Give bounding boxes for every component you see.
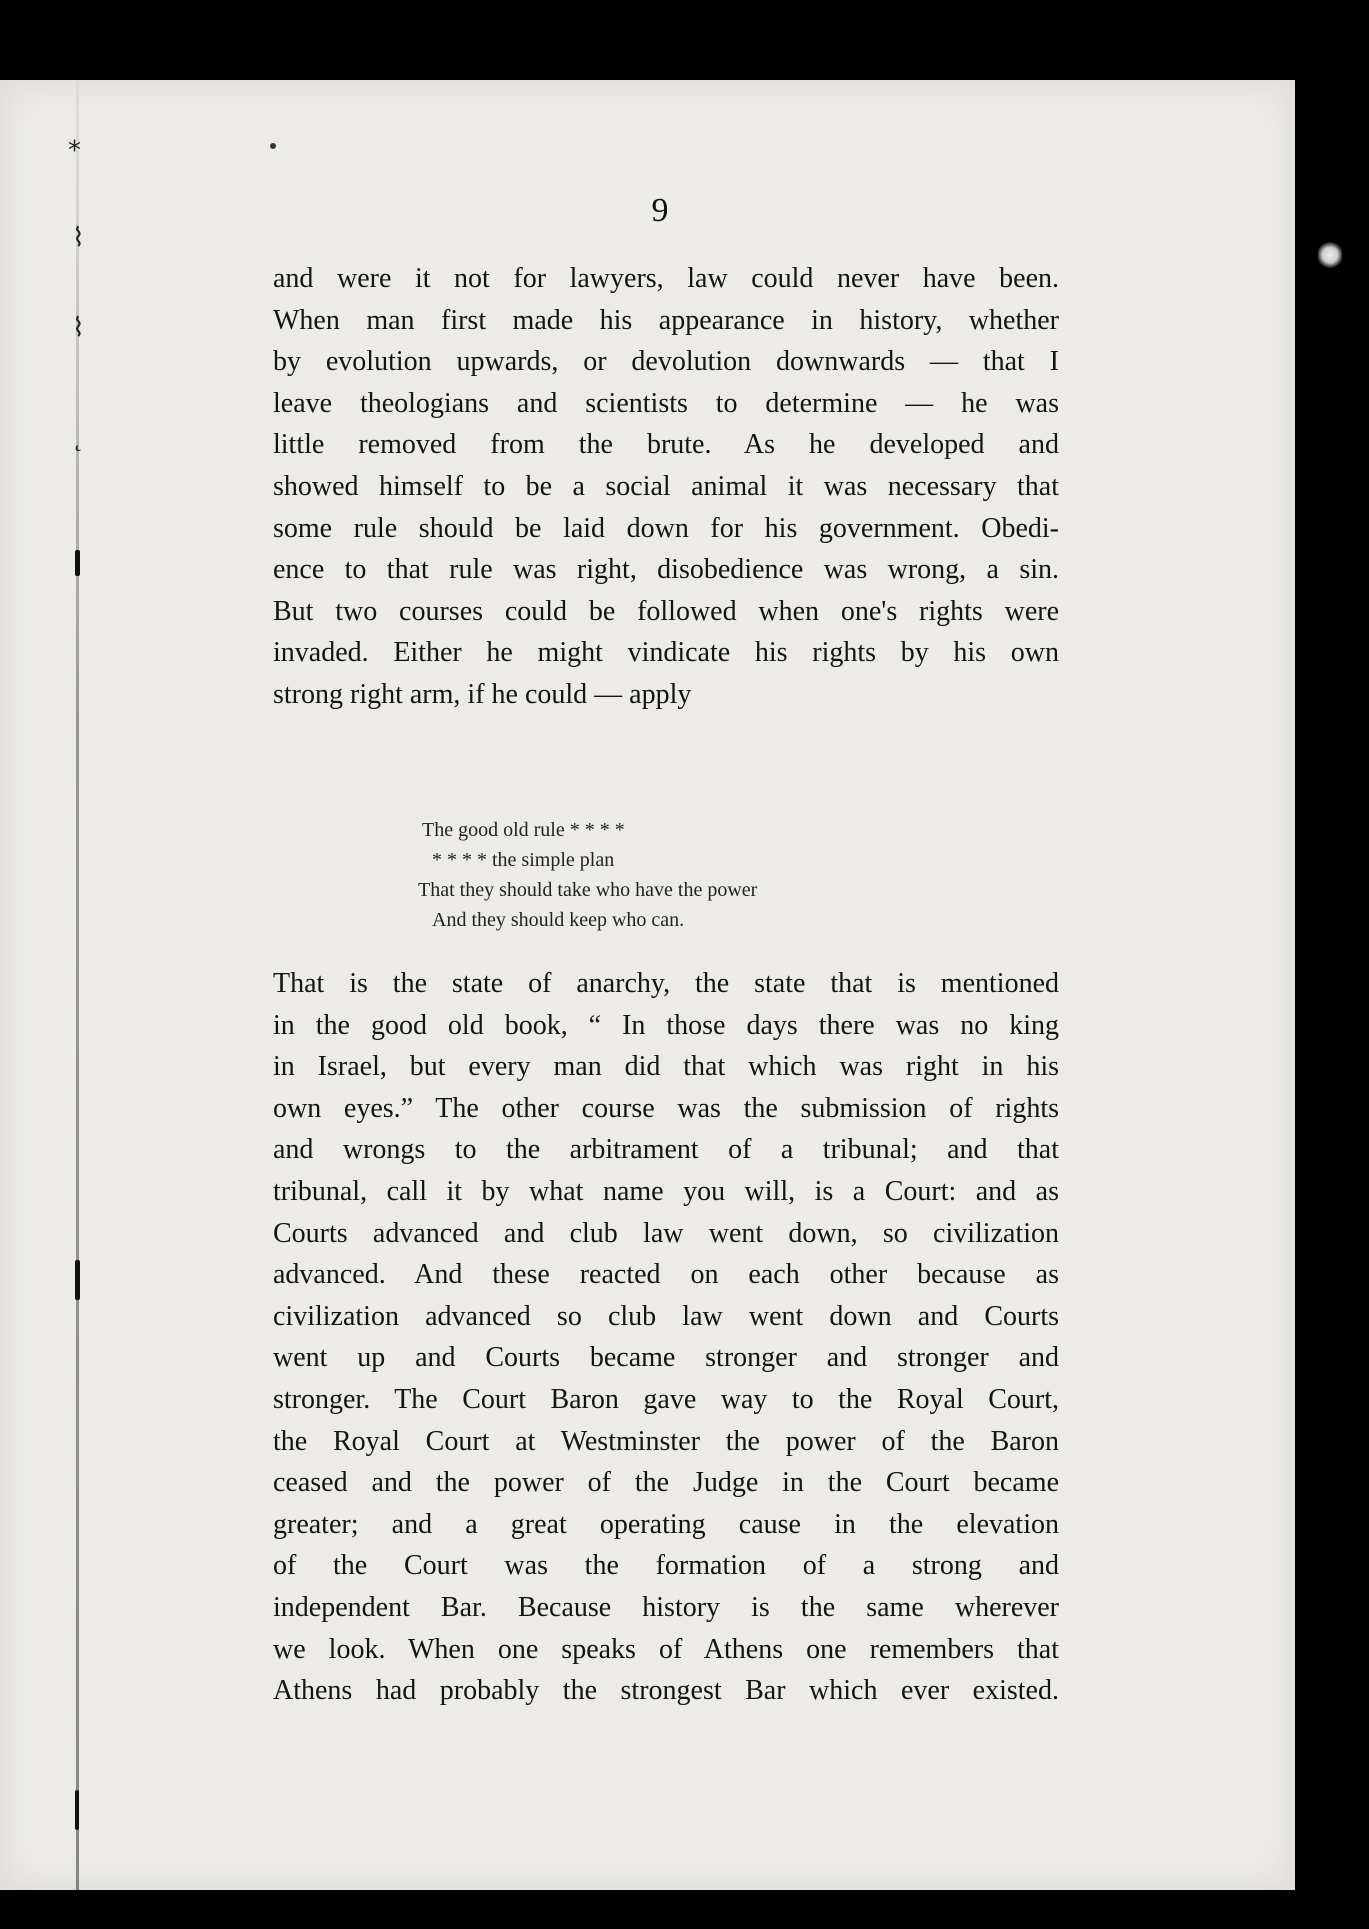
text-line: ence to that rule was right, disobedience was wrong, a sin. [273, 554, 1059, 586]
text-line: the Royal Court at Westminster the power of the Baron [273, 1425, 1059, 1457]
text-line: invaded. Either he might vindicate his rights by his own [273, 637, 1059, 669]
gutter-stroke-icon [75, 1260, 80, 1300]
quoted-verse [418, 815, 757, 935]
binding-gutter [76, 80, 79, 1890]
text-line: Courts advanced and club law went down, so civilization [273, 1217, 1059, 1249]
gutter-speck-icon: ⁎ [68, 128, 81, 157]
scan-top-border [0, 0, 1369, 80]
text-line: little removed from the brute. As he developed and [273, 429, 1059, 461]
text-line: we look. When one speaks of Athens one remembers that [273, 1633, 1059, 1665]
text-line: and wrongs to the arbitrament of a tribunal; and that [273, 1134, 1059, 1166]
text-line: tribunal, call it by what name you will, is a Court: and as [273, 1175, 1059, 1207]
text-line: and were it not for lawyers, law could never have been. [273, 263, 1059, 294]
text-line: strong right arm, if he could — apply [273, 678, 692, 710]
text-line: in the good old book, “ In those days there was no king [273, 1009, 1059, 1041]
text-line: some rule should be laid down for his government. Obedi- [273, 512, 1059, 544]
text-line: went up and Courts became stronger and stronger and [273, 1342, 1059, 1374]
edge-blot-icon [1318, 240, 1342, 270]
paragraph-2 [273, 963, 1059, 1712]
text-line: advanced. And these reacted on each other because as [273, 1259, 1059, 1291]
text-line: of the Court was the formation of a strong and [273, 1550, 1059, 1582]
page-number: 9 [651, 192, 669, 229]
text-line: But two courses could be followed when one's rights were [273, 595, 1059, 627]
text-line: showed himself to be a social animal it was necessary that [273, 470, 1059, 502]
verse-line: And they should keep who can. [432, 909, 685, 931]
gutter-speck-icon: ⌇ [72, 313, 85, 342]
gutter-stroke-icon [75, 550, 80, 576]
gutter-speck-icon: ˛ [74, 423, 83, 452]
text-line: in Israel, but every man did that which was right in his [273, 1051, 1059, 1083]
verse-line: The good old rule * * * * [422, 819, 625, 841]
verse-line: * * * * the simple plan [432, 849, 615, 871]
text-line: civilization advanced so club law went down and Courts [273, 1300, 1059, 1332]
verse-line: That they should take who have the power [418, 879, 758, 901]
dust-speck-icon [270, 143, 276, 149]
text-line: leave theologians and scientists to determine — he was [273, 387, 1059, 419]
text-line: by evolution upwards, or devolution downwards — that I [273, 346, 1059, 378]
text-line: ceased and the power of the Judge in the Court became [273, 1467, 1059, 1499]
text-line: independent Bar. Because history is the same wherever [273, 1591, 1059, 1623]
text-line: When man first made his appearance in history, whether [273, 304, 1059, 336]
gutter-stroke-icon [75, 1790, 79, 1830]
text-line: greater; and a great operating cause in the elevation [273, 1508, 1059, 1540]
text-line: stronger. The Court Baron gave way to the Royal Court, [273, 1383, 1059, 1415]
text-line: Athens had probably the strongest Bar which ever existed. [273, 1675, 1059, 1707]
text-line: That is the state of anarchy, the state that is mentioned [273, 968, 1059, 999]
text-line: own eyes.” The other course was the submission of rights [273, 1092, 1059, 1124]
gutter-speck-icon: ⌇ [72, 223, 85, 252]
paragraph-1 [273, 258, 1059, 716]
